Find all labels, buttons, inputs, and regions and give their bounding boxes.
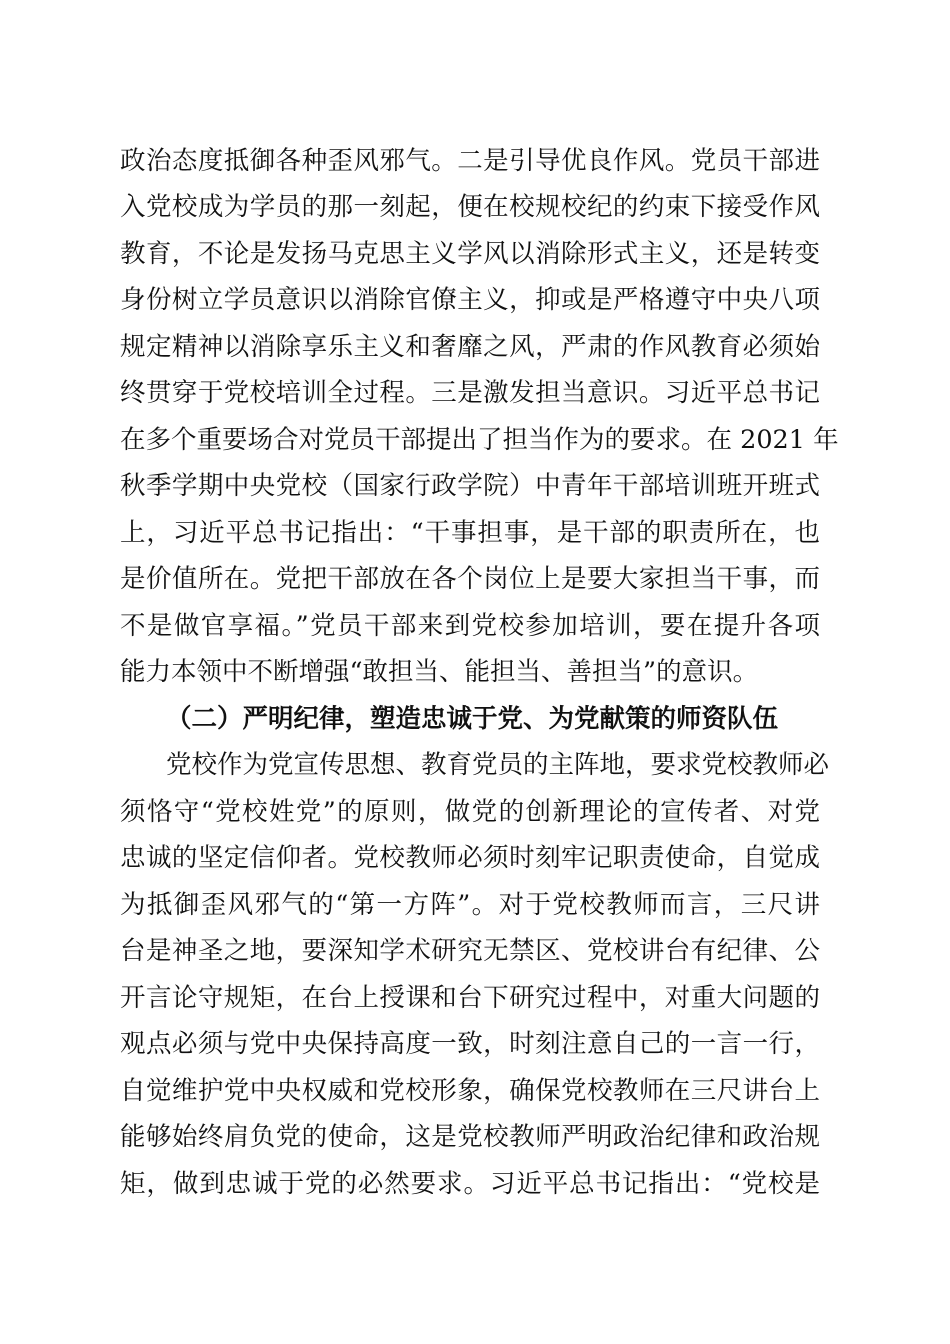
- text-line: 观点必须与党中央保持高度一致，时刻注意自己的一言一行，: [120, 1029, 820, 1059]
- text-line: 能力本领中不断增强“敢担当、能担当、善担当”的意识。: [120, 657, 759, 687]
- text-line: 终贯穿于党校培训全过程。三是激发担当意识。习近平总书记: [120, 378, 820, 408]
- text-line: 上，习近平总书记指出：“干事担事，是干部的职责所在，也: [120, 518, 820, 548]
- text-line: 为抵御歪风邪气的“第一方阵”。对于党校教师而言，三尺讲: [120, 890, 820, 920]
- text-line: 身份树立学员意识以消除官僚主义，抑或是严格遵守中央八项: [120, 285, 820, 315]
- text-line: 开言论守规矩，在台上授课和台下研究过程中，对重大问题的: [120, 983, 820, 1013]
- text-line: 在多个重要场合对党员干部提出了担当作为的要求。在 2021 年: [120, 425, 839, 455]
- text-line: 是价值所在。党把干部放在各个岗位上是要大家担当干事，而: [120, 564, 820, 594]
- text-line: 教育，不论是发扬马克思主义学风以消除形式主义，还是转变: [120, 239, 820, 269]
- text-line: 入党校成为学员的那一刻起，便在校规校纪的约束下接受作风: [120, 192, 820, 222]
- text-line: 政治态度抵御各种歪风邪气。二是引导优良作风。党员干部进: [120, 146, 820, 176]
- text-line: 自觉维护党中央权威和党校形象，确保党校教师在三尺讲台上: [120, 1076, 820, 1106]
- section-heading: （二）严明纪律，塑造忠诚于党、为党献策的师资队伍: [166, 704, 779, 734]
- text-line: 台是神圣之地，要深知学术研究无禁区、党校讲台有纪律、公: [120, 936, 820, 966]
- text-line: 须恪守“党校姓党”的原则，做党的创新理论的宣传者、对党: [120, 797, 820, 827]
- text-line: 矩，做到忠诚于党的必然要求。习近平总书记指出：“党校是: [120, 1169, 820, 1199]
- text-line: 不是做官享福。”党员干部来到党校参加培训，要在提升各项: [120, 611, 820, 641]
- paragraph-first-line: 党校作为党宣传思想、教育党员的主阵地，要求党校教师必: [166, 750, 830, 780]
- text-line: 忠诚的坚定信仰者。党校教师必须时刻牢记职责使命，自觉成: [120, 843, 820, 873]
- text-line: 秋季学期中央党校（国家行政学院）中青年干部培训班开班式: [120, 471, 820, 501]
- text-line: 能够始终肩负党的使命，这是党校教师严明政治纪律和政治规: [120, 1122, 820, 1152]
- text-line: 规定精神以消除享乐主义和奢靡之风，严肃的作风教育必须始: [120, 332, 820, 362]
